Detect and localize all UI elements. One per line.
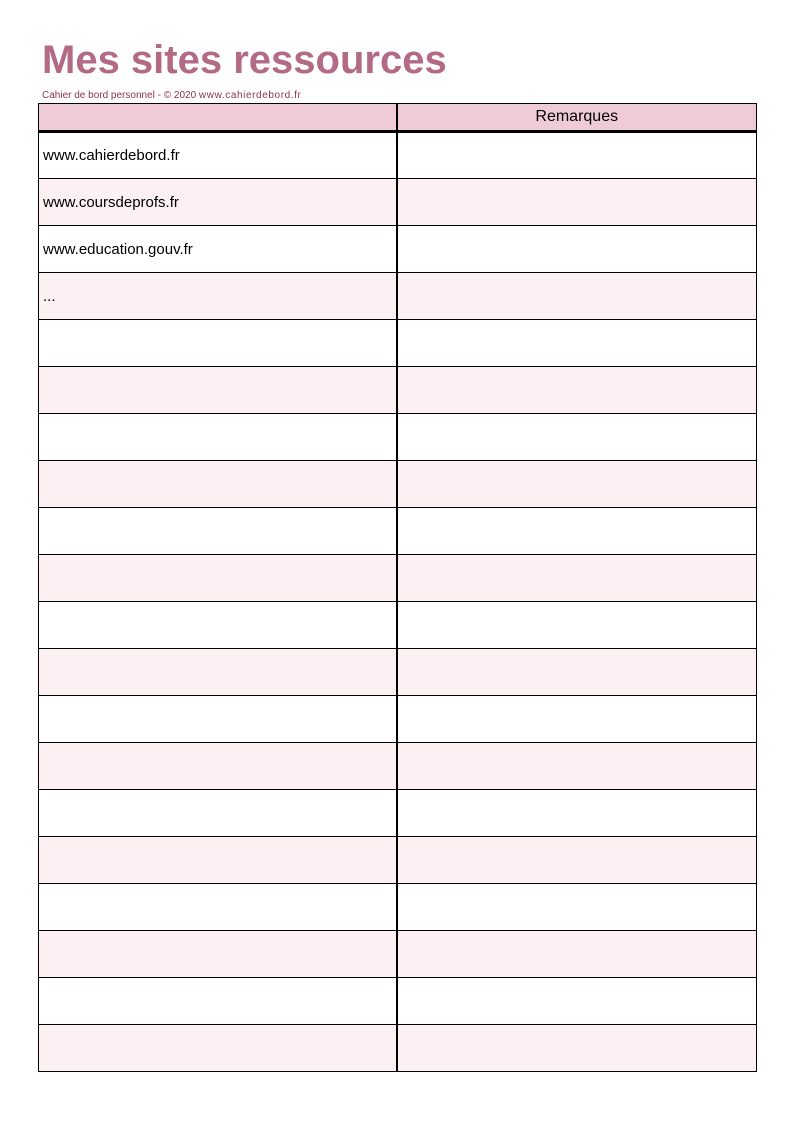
table-row <box>39 273 757 320</box>
remarks-cell[interactable] <box>397 743 757 790</box>
remarks-cell[interactable] <box>397 884 757 931</box>
remarks-cell[interactable] <box>397 931 757 978</box>
site-cell[interactable] <box>39 931 397 978</box>
table-row <box>39 743 757 790</box>
site-cell[interactable] <box>39 367 397 414</box>
table-row <box>39 320 757 367</box>
table-row <box>39 931 757 978</box>
table-header-row <box>39 104 757 132</box>
table-row <box>39 179 757 226</box>
resources-table <box>38 103 757 1072</box>
remarks-cell[interactable] <box>397 226 757 273</box>
table-row <box>39 226 757 273</box>
remarks-cell[interactable] <box>397 790 757 837</box>
site-cell[interactable]: www.cahierdebord.fr <box>39 132 397 179</box>
site-cell[interactable]: www.education.gouv.fr <box>39 226 397 273</box>
remarks-cell[interactable] <box>397 179 757 226</box>
remarks-column-header: Remarques <box>397 104 757 132</box>
site-column-header <box>39 104 397 132</box>
remarks-cell[interactable] <box>397 414 757 461</box>
remarks-cell[interactable] <box>397 273 757 320</box>
remarks-cell[interactable] <box>397 649 757 696</box>
remarks-cell[interactable] <box>397 320 757 367</box>
source-website: www.cahierdebord.fr <box>198 90 302 101</box>
page-title: Mes sites ressources <box>42 38 447 82</box>
table-row <box>39 696 757 743</box>
site-cell[interactable] <box>39 696 397 743</box>
table-row <box>39 602 757 649</box>
site-cell[interactable] <box>39 602 397 649</box>
table-row <box>39 837 757 884</box>
table-body <box>39 132 757 1072</box>
site-cell[interactable] <box>39 508 397 555</box>
table-row <box>39 508 757 555</box>
remarks-cell[interactable] <box>397 367 757 414</box>
copyright-text: Cahier de bord personnel - © 2020 <box>42 90 199 101</box>
remarks-cell[interactable] <box>397 555 757 602</box>
site-cell[interactable] <box>39 555 397 602</box>
table-row <box>39 978 757 1025</box>
site-cell[interactable] <box>39 461 397 508</box>
remarks-cell[interactable] <box>397 696 757 743</box>
site-cell[interactable] <box>39 837 397 884</box>
site-cell[interactable] <box>39 1025 397 1072</box>
table-row <box>39 132 757 179</box>
site-cell[interactable] <box>39 414 397 461</box>
remarks-cell[interactable] <box>397 978 757 1025</box>
site-cell[interactable] <box>39 649 397 696</box>
table-row <box>39 461 757 508</box>
remarks-cell[interactable] <box>397 837 757 884</box>
remarks-cell[interactable] <box>397 1025 757 1072</box>
table-row <box>39 884 757 931</box>
site-cell[interactable] <box>39 790 397 837</box>
page-subtitle <box>42 89 301 103</box>
site-cell[interactable] <box>39 978 397 1025</box>
site-cell[interactable]: ... <box>39 273 397 320</box>
remarks-cell[interactable] <box>397 508 757 555</box>
site-cell[interactable] <box>39 743 397 790</box>
table-row <box>39 1025 757 1072</box>
site-cell[interactable] <box>39 884 397 931</box>
remarks-cell[interactable] <box>397 602 757 649</box>
table-row <box>39 649 757 696</box>
table-row <box>39 555 757 602</box>
site-cell[interactable]: www.coursdeprofs.fr <box>39 179 397 226</box>
site-cell[interactable] <box>39 320 397 367</box>
remarks-cell[interactable] <box>397 461 757 508</box>
table-row <box>39 414 757 461</box>
table-row <box>39 790 757 837</box>
remarks-cell[interactable] <box>397 132 757 179</box>
table-row <box>39 367 757 414</box>
